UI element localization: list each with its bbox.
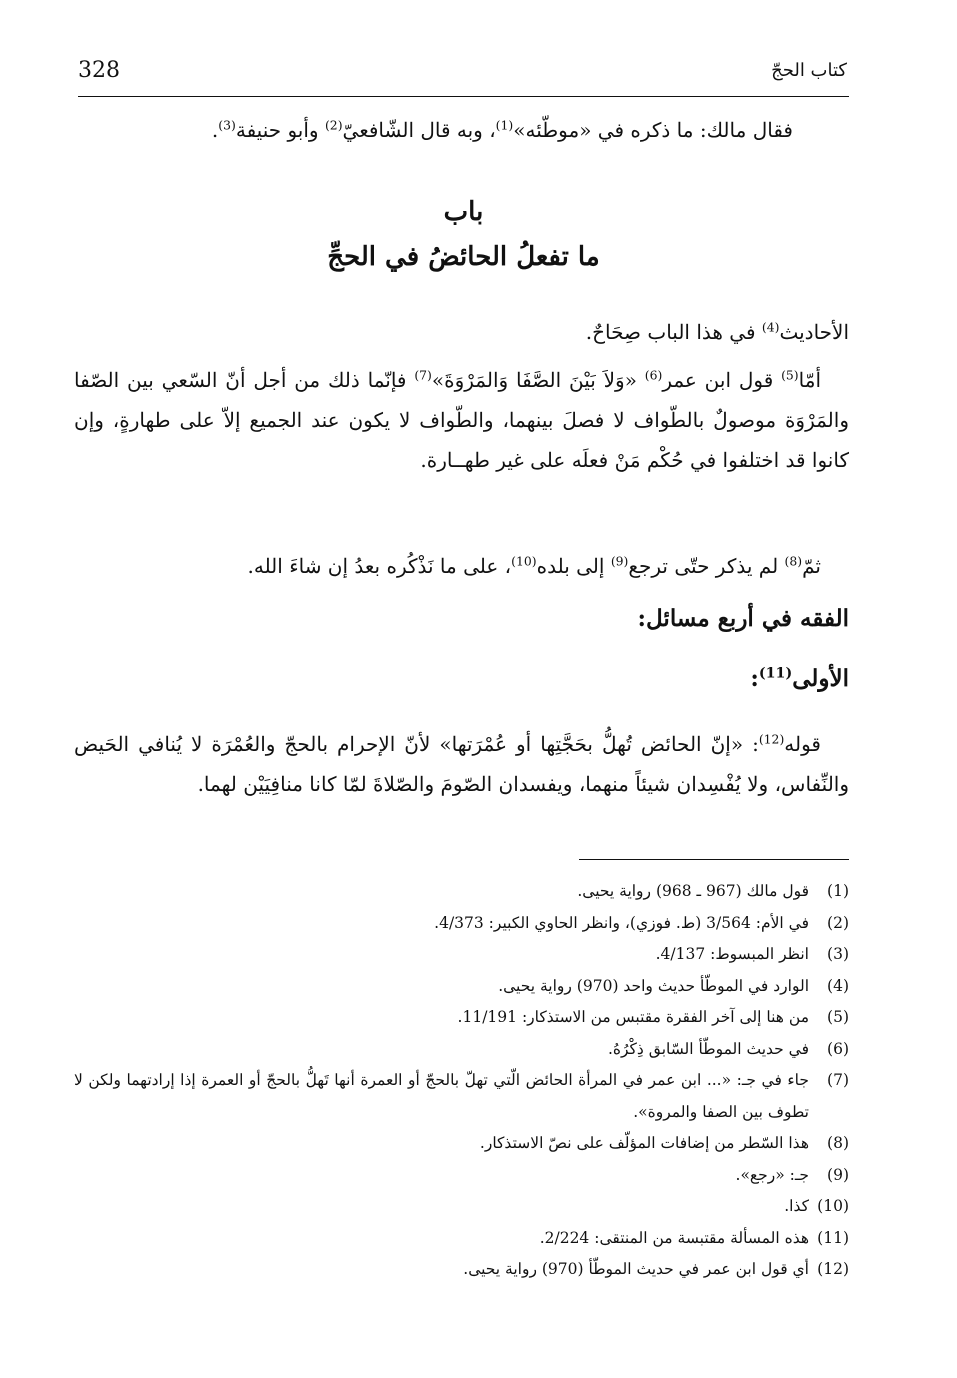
footnote-text: أي قول ابن عمر في حديث الموطّأ (970) رواية يحيى. <box>463 1260 809 1278</box>
para3-text-c: إلى بلده <box>536 554 611 578</box>
footnote-number: (12) <box>817 1260 849 1278</box>
footnote-ref-7: (7) <box>414 367 432 383</box>
para4-text-b: : «إنّ الحائض تُهلُّ بحَجَّتِها أو عُمْرَتها» لأنّ الإحرام بالحجّ والعُمْرَة لا يُنافي الحَيض والنِّفاس، ولا يُفْسِدان شيئاً منهما، ويفسدان الصّومَ والصّلاةَ لمّا كانا منافِيَيْن لهما. <box>74 732 849 796</box>
footnote-item <box>74 1160 849 1192</box>
para2-text-d: فإنّما ذلك من أجل أنّ السّعي بين الصّفا والمَرْوَة موصولٌ بالطّواف لا فصلَ بينهما، والطّواف لا يكون عند الجميع إلاّ على طهارةٍ، وإن كانوا قد اختلفوا في حُكْم مَنْ فعلَه على غير طهــارة. <box>74 368 849 472</box>
footnotes-divider <box>579 859 849 860</box>
footnote-text: انظر المبسوط: 4/137. <box>655 945 809 963</box>
intro-text-c: وأبو حنيفة <box>235 118 325 142</box>
footnote-item <box>74 1034 849 1066</box>
footnote-text: في الأم: 3/564 (ط. فوزي)، وانظر الحاوي الكبير: 4/373. <box>434 913 809 932</box>
footnote-item <box>74 1128 849 1160</box>
footnote-ref-6: (6) <box>644 367 663 383</box>
footnote-text: جـ: «رجع». <box>735 1165 809 1184</box>
footnote-item <box>74 1254 849 1286</box>
para2-text-c: «وَلاَ بَيْنَ الصَّفَا وَالمَرْوَةَ» <box>431 368 645 392</box>
footnote-number: (1) <box>827 882 849 900</box>
footnote-number: (4) <box>827 976 849 995</box>
footnote-item <box>74 876 849 908</box>
footnote-text: من هنا إلى آخر الفقرة مقتبس من الاستذكار: 11/191. <box>457 1008 809 1026</box>
footnote-ref-5: (5) <box>781 367 799 383</box>
footnote-ref-12: (12) <box>758 731 785 747</box>
footnote-number: (8) <box>827 1134 849 1152</box>
footnotes-list <box>74 876 849 1286</box>
footnote-number: (6) <box>827 1039 849 1058</box>
footnote-item <box>74 1223 849 1255</box>
footnote-ref-1: (1) <box>495 117 514 133</box>
footnote-text: الوارد في الموطّأ حديث واحد (970) رواية يحيى. <box>498 976 809 995</box>
footnote-number: (11) <box>817 1228 849 1247</box>
first-issue-colon: : <box>750 665 759 692</box>
footnote-text: كذا. <box>784 1197 809 1215</box>
footnote-number: (7) <box>827 1071 849 1089</box>
footnote-text: هذه المسألة مقتبسة من المنتقى: 2/224. <box>539 1228 809 1247</box>
intro-text-d: . <box>211 118 219 142</box>
footnote-ref-3: (3) <box>218 117 236 133</box>
para4-text-a: قوله <box>784 732 821 756</box>
para3-text-a: ثمّ <box>802 554 821 578</box>
first-issue-text: الأولى <box>792 665 849 692</box>
chapter-label: باب <box>443 197 484 227</box>
para1-text-b: في هذا الباب صِحَاحٌ. <box>585 320 762 344</box>
footnote-number: (10) <box>817 1197 849 1215</box>
para2-text-b: قول ابن عمر <box>662 368 782 392</box>
footnote-ref-9: (9) <box>610 553 629 569</box>
footnote-ref-4: (4) <box>761 319 780 335</box>
footnote-number: (5) <box>827 1008 849 1026</box>
para3-text-b: لم يذكر حتّى ترجع <box>628 554 785 578</box>
intro-text-a: فقال مالك: ما ذكره في «موطّئه» <box>513 118 793 142</box>
footnote-item <box>74 1002 849 1034</box>
footnote-ref-8: (8) <box>784 553 803 569</box>
page-number: 328 <box>78 58 120 83</box>
intro-text-b: ، وبه قال الشّافعيّ <box>342 118 496 142</box>
chapter-title: ما تفعلُ الحائضُ في الحجِّ <box>327 242 600 272</box>
footnote-number: (2) <box>827 913 849 932</box>
footnote-item <box>74 908 849 940</box>
footnote-text: في حديث الموطّأ السّابق ذِكْرُهُ. <box>607 1039 809 1058</box>
footnote-ref-10: (10) <box>511 553 537 569</box>
footnote-item <box>74 1191 849 1223</box>
footnote-text: هذا السّطر من إضافات المؤلّف على نصّ الاستذكار. <box>479 1134 809 1152</box>
footnote-ref-2: (2) <box>324 117 343 133</box>
fiqh-heading: الفقه في أربع مسائل: <box>637 605 849 632</box>
footnote-number: (9) <box>827 1165 849 1184</box>
paragraph-menstruating <box>74 724 849 804</box>
footnote-text: جاء في جـ: «... ابن عمر في المرأة الحائض الّتي تهلّ بالحجّ أو العمرة أنها تَهلُّ بالحجّ أو العمرة إذا إرادتهما ولكن لا تطوف بين الصفا والمروة». <box>74 1071 809 1121</box>
footnote-number: (3) <box>827 945 849 963</box>
header-divider <box>78 96 849 97</box>
running-title: كتاب الحجّ <box>771 60 847 81</box>
footnote-item <box>74 939 849 971</box>
page-header <box>78 56 847 92</box>
intro-line <box>120 112 793 148</box>
paragraph-hadiths <box>74 312 849 352</box>
para2-text-a: أمّا <box>798 368 822 392</box>
first-issue-heading <box>74 665 849 692</box>
paragraph-ibn-umar <box>74 360 849 480</box>
footnote-item <box>74 1065 849 1128</box>
footnote-ref-11: (11) <box>758 665 793 682</box>
paragraph-return <box>74 546 849 586</box>
para1-text-a: الأحاديث <box>779 320 849 344</box>
footnote-item <box>74 971 849 1003</box>
footnote-text: قول مالك (967 ـ 968) رواية يحيى. <box>577 882 809 900</box>
para3-text-d: ، على ما نَذْكُره بعدُ إن شاءَ الله. <box>247 554 512 578</box>
